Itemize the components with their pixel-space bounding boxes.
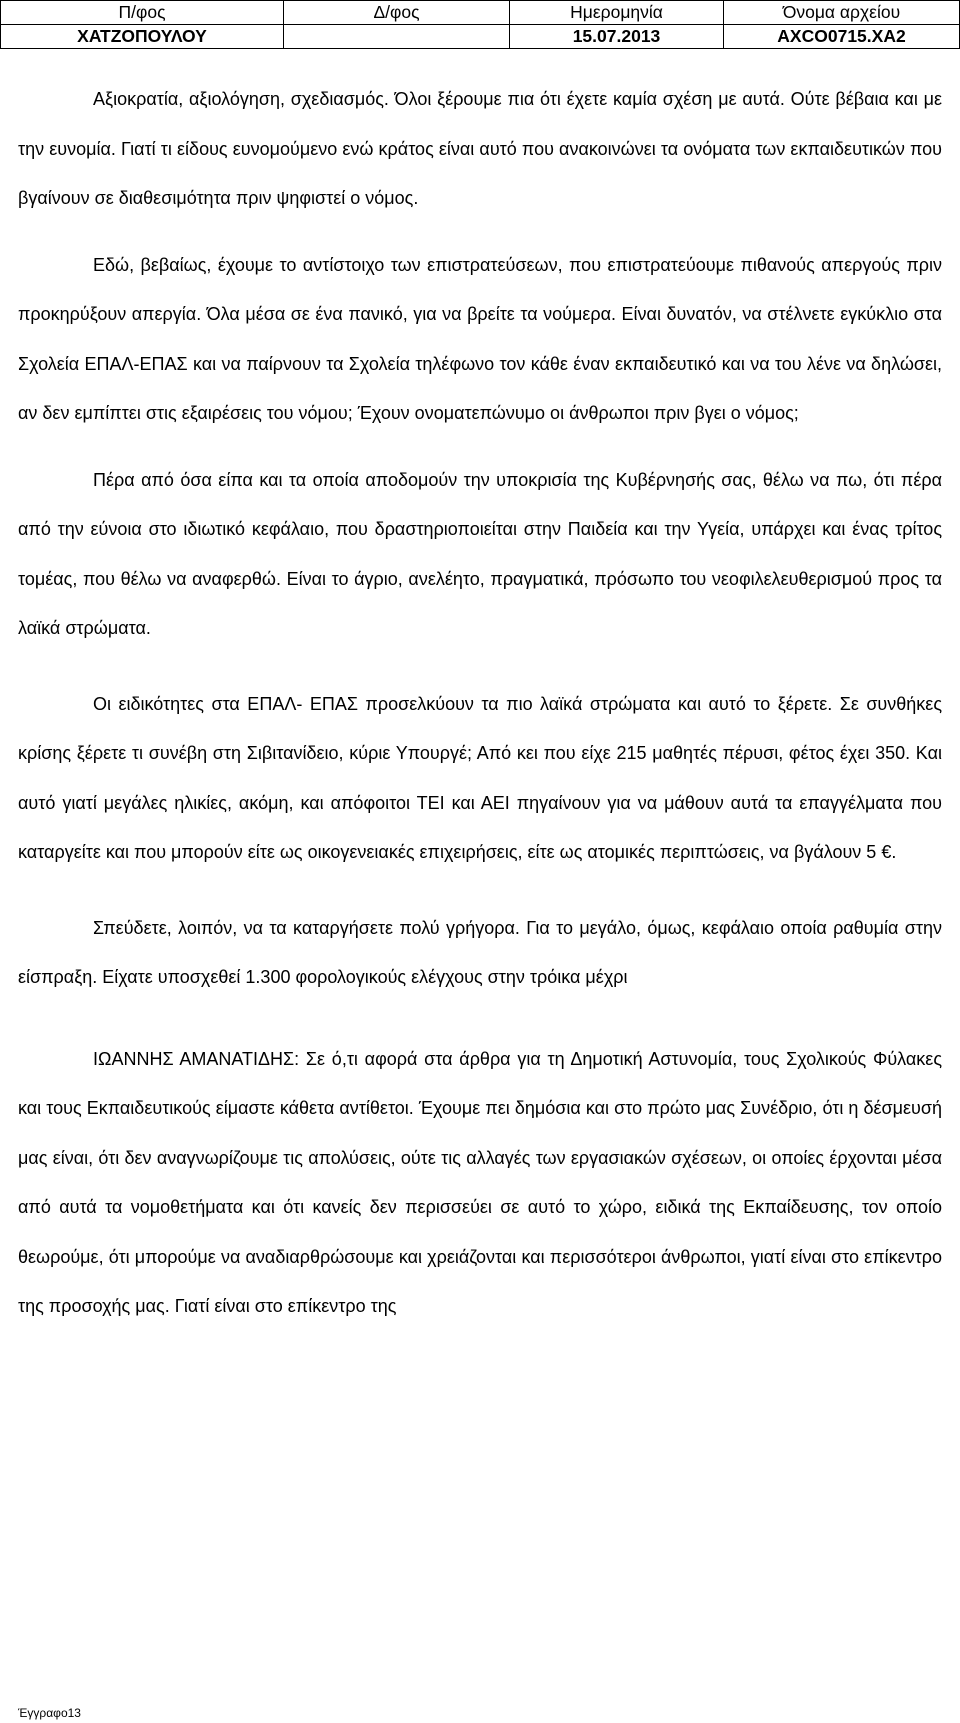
document-body [18, 75, 942, 1332]
document-footer-label: Έγγραφο13 [18, 1706, 81, 1720]
header-values-row [1, 25, 960, 49]
paragraph-5: Σπεύδετε, λοιπόν, να τα καταργήσετε πολύ γρήγορα. Για το μεγάλο, όμως, κεφάλαιο οποία ραθυμία στην είσπραξη. Είχατε υποσχεθεί 1.300 φορολογικούς ελέγχους στην τρόικα μέχρι [18, 917, 942, 987]
header-label-date: Ημερομηνία [510, 1, 724, 25]
document-header-table [0, 0, 960, 49]
header-label-filename: Όνομα αρχείου [724, 1, 960, 25]
header-value-proofreader [284, 25, 510, 49]
paragraph-6-speaker-amanatidis: ΙΩΑΝΝΗΣ ΑΜΑΝΑΤΙΔΗΣ: Σε ό,τι αφορά στα άρθρα για τη Δημοτική Αστυνομία, τους Σχολικούς Φύλακες και τους Εκπαιδευτικούς είμαστε κάθετα αντίθετοι. Έχουμε πει δημόσια και στο πρώτο μας Συνέδριο, ότι η δέσμευσή μας είναι, ότι δεν αναγνωρίζουμε τις απολύσεις, ούτε τις αλλαγές των εργασιακών σχέσεων, οι οποίες έρχονται μέσα από αυτά τα νομοθετήματα και ότι κανείς δεν περισσεύει σε αυτό το χώρο, ειδικά της Εκπαίδευσης, τον οποίο θεωρούμε, ότι μπορούμε να αναδιαρθρώσουμε και χρειάζονται και περισσότεροι άνθρωποι, γιατί είναι στο επίκεντρο της προσοχής μας. Γιατί είναι στο επίκεντρο της [18, 1048, 942, 1316]
paragraph-4: Οι ειδικότητες στα ΕΠΑΛ- ΕΠΑΣ προσελκύουν τα πιο λαϊκά στρώματα και αυτό το ξέρετε. Σε συνθήκες κρίσης ξέρετε τι συνέβη στη Σιβιτανίδειο, κύριε Υπουργέ; Από κει που είχε 215 μαθητές πέρυσι, φέτος έχει 350. Και αυτό γιατί μεγάλες ηλικίες, ακόμη, και απόφοιτοι ΤΕΙ και ΑΕΙ πηγαίνουν για να μάθουν αυτά τα επαγγέλματα που καταργείτε και που μπορούν είτε ως οικογενειακές επιχειρήσεις, είτε ως ατομικές περιπτώσεις, να βγάλουν 5 €. [18, 693, 942, 862]
header-label-proofreader: Δ/φος [284, 1, 510, 25]
header-value-filename: ΑΧCO0715.XA2 [724, 25, 960, 49]
paragraph-3: Πέρα από όσα είπα και τα οποία αποδομούν την υποκρισία της Κυβέρνησής σας, θέλω να πω, ότι πέρα από την εύνοια στο ιδιωτικό κεφάλαιο, που δραστηριοποιείται στην Παιδεία και την Υγεία, υπάρχει και ένας τρίτος τομέας, που θέλω να αναφερθώ. Είναι το άγριο, ανελέητο, πραγματικά, πρόσωπο του νεοφιλελευθερισμού προς τα λαϊκά στρώματα. [18, 469, 942, 638]
paragraph-2: Εδώ, βεβαίως, έχουμε το αντίστοιχο των επιστρατεύσεων, που επιστρατεύουμε πιθανούς απεργούς πριν προκηρύξουν απεργία. Όλα μέσα σε ένα πανικό, για να βρείτε τα νούμερα. Είναι δυνατόν, να στέλνετε εγκύκλιο στα Σχολεία ΕΠΑΛ-ΕΠΑΣ και να παίρνουν τα Σχολεία τηλέφωνο τον κάθε έναν εκπαιδευτικό και να του λένε να δηλώσει, αν δεν εμπίπτει στις εξαιρέσεις του νόμου; Έχουν ονοματεπώνυμο οι άνθρωποι πριν βγει ο νόμος; [18, 254, 942, 423]
paragraph-1: Αξιοκρατία, αξιολόγηση, σχεδιασμός. Όλοι ξέρουμε πια ότι έχετε καμία σχέση με αυτά. Ούτε βέβαια και με την ευνομία. Γιατί τι είδους ευνομούμενο ενώ κράτος είναι αυτό που ανακοινώνει τα ονόματα των εκπαιδευτικών που βγαίνουν σε διαθεσιμότητα πριν ψηφιστεί ο νόμος. [18, 89, 942, 208]
header-labels-row [1, 1, 960, 25]
header-value-typist: ΧΑΤΖΟΠΟΥΛΟΥ [1, 25, 284, 49]
header-value-date: 15.07.2013 [510, 25, 724, 49]
header-label-typist: Π/φος [1, 1, 284, 25]
